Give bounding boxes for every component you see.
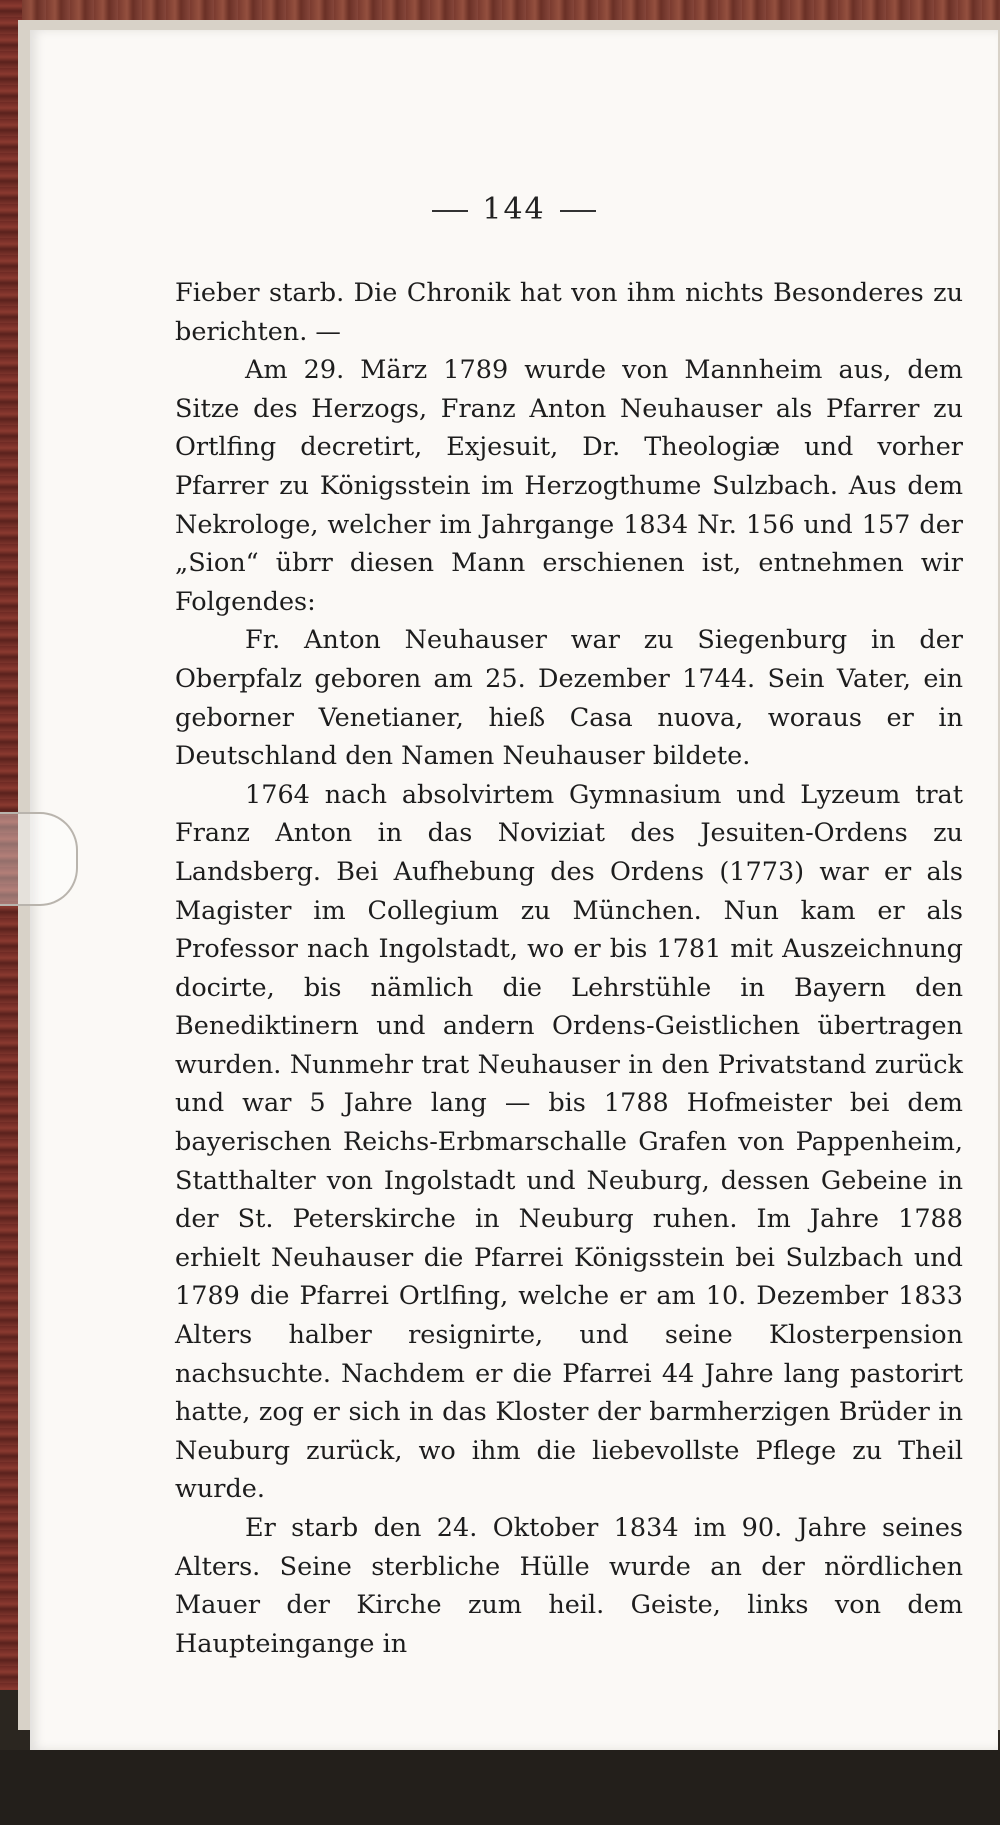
paragraph-5: Er starb den 24. Oktober 1834 im 90. Jahre seines Alters. Seine sterbliche Hülle wurde an der nördlichen Mauer der Kirche zum heil. Geiste, links von dem Haupteingange in bbox=[175, 1513, 963, 1659]
page-clip bbox=[0, 812, 78, 906]
header-dash-right bbox=[560, 210, 596, 212]
paragraph-4: 1764 nach absolvirtem Gymnasium und Lyzeum trat Franz Anton in das Noviziat des Jesuiten-Ordens zu Landsberg. Bei Aufhebung des Ordens (1773) war er als Magister im Collegium zu München. Nun kam er als Professor nach Ingolstadt, wo er bis 1781 mit Auszeichnung docirte, bis nämlich die Lehrstühle in Bayern den Benediktinern und andern Ordens-Geistlichen übertragen wurden. Nunmehr trat Neuhauser in den Privatstand zurück und war 5 Jahre lang — bis 1788 Hofmeister bei dem bayerischen Reichs-Erbmarschalle Grafen von Pappenheim, Statthalter von Ingolstadt und Neuburg, dessen Gebeine in der St. Peterskirche in Neuburg ruhen. Im Jahre 1788 erhielt Neuhauser die Pfarrei Königsstein bei Sulzbach und 1789 die Pfarrei Ortlfing, welche er am 10. Dezember 1833 Alters halber resignirte, und seine Klosterpension nachsuchte. Nachdem er die Pfarrei 44 Jahre lang pastorirt hatte, zog er sich in das Kloster der barmherzigen Brüder in Neuburg zurück, wo ihm die liebevollste Pflege zu Theil wurde. bbox=[175, 779, 963, 1505]
page-header bbox=[30, 192, 998, 227]
body-text bbox=[175, 274, 963, 1663]
scan-background bbox=[0, 1750, 1000, 1825]
page-number: 144 bbox=[482, 192, 546, 227]
paragraph-1: Fieber starb. Die Chronik hat von ihm nichts Besonderes zu berichten. — bbox=[175, 278, 963, 347]
book-page bbox=[30, 30, 998, 1750]
paragraph-2: Am 29. März 1789 wurde von Mannheim aus, dem Sitze des Herzogs, Franz Anton Neuhauser als Pfarrer zu Ortlfing decretirt, Exjesuit, Dr. Theologiæ und vorher Pfarrer zu Königsstein im Herzogthume Sulzbach. Aus dem Nekrologe, welcher im Jahrgange 1834 Nr. 156 und 157 der „Sion“ übrr diesen Mann erschienen ist, entnehmen wir Folgendes: bbox=[175, 355, 963, 617]
header-dash-left bbox=[432, 210, 468, 212]
paragraph-3: Fr. Anton Neuhauser war zu Siegenburg in der Oberpfalz geboren am 25. Dezember 1744. Sein Vater, ein geborner Venetianer, hieß Casa nuova, woraus er in Deutschland den Namen Neuhauser bildete. bbox=[175, 625, 963, 772]
